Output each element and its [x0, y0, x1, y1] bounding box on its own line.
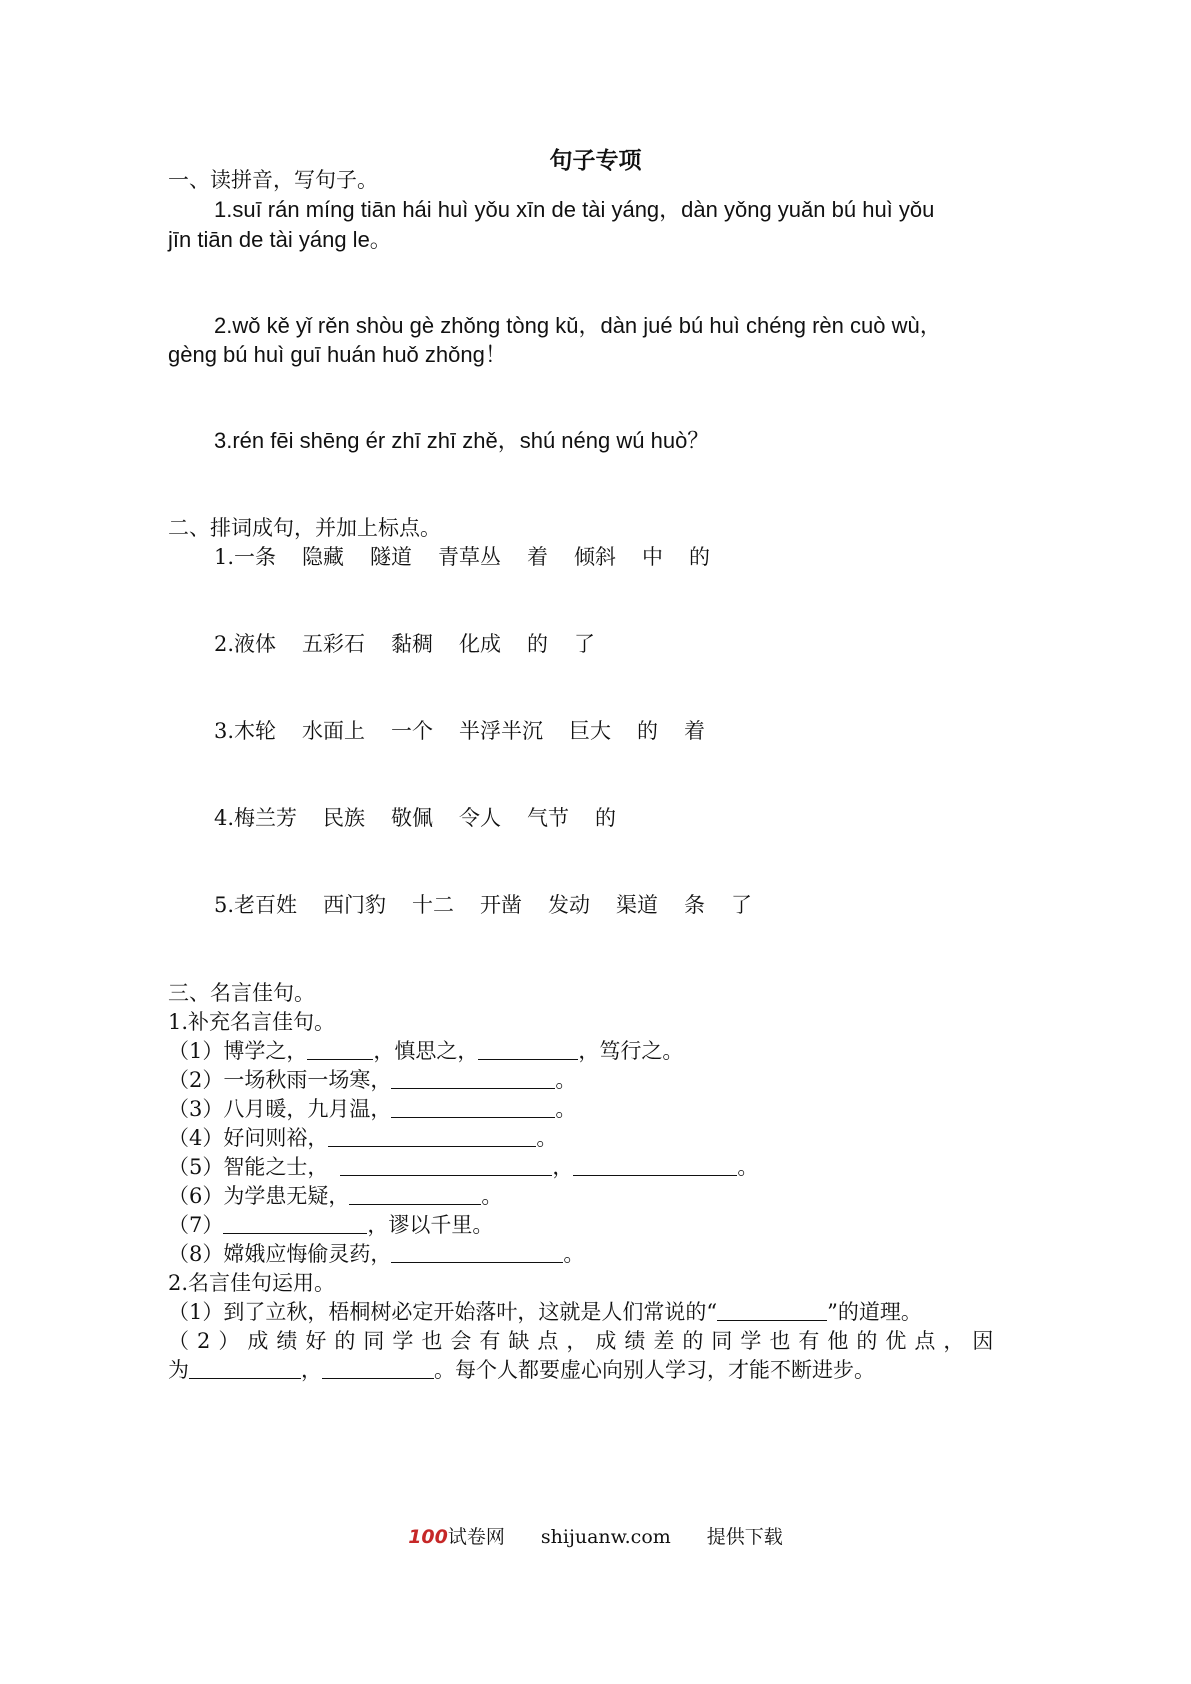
site-name: 试卷网: [447, 1526, 505, 1548]
word: 了: [731, 893, 753, 917]
word-order-item-2: [214, 630, 595, 658]
item-number: 5.: [214, 893, 235, 917]
answer-blank[interactable]: [328, 1126, 536, 1147]
word: 黏稠: [391, 632, 434, 656]
section-1-heading: 一、读拼音，写句子。: [168, 168, 378, 192]
answer-blank[interactable]: [307, 1039, 373, 1060]
footer: [0, 1522, 1191, 1549]
word: 西门豹: [323, 893, 387, 917]
item-number: 4.: [214, 806, 235, 830]
section-3-heading: 三、名言佳句。: [168, 981, 315, 1005]
word: 老百姓: [234, 893, 298, 917]
word: 十二: [412, 893, 455, 917]
word: 令人: [459, 806, 502, 830]
answer-blank[interactable]: [322, 1358, 434, 1379]
word: 渠道: [616, 893, 659, 917]
proverb-q4: （4）好问则裕， 。: [168, 1126, 558, 1150]
answer-blank[interactable]: [391, 1097, 555, 1118]
word: 青草丛: [438, 545, 502, 569]
word: 民族: [323, 806, 366, 830]
word: 巨大: [569, 719, 612, 743]
pinyin-3-line-1: 3.rén fēi shēng ér zhī zhī zhě，shú néng wú huò？: [214, 428, 710, 453]
word: 半浮半沉: [459, 719, 544, 743]
section-3-sub-2: 2.名言佳句运用。: [168, 1271, 336, 1295]
section-2-heading: 二、排词成句，并加上标点。: [168, 516, 441, 540]
download-note: 提供下载: [706, 1526, 783, 1548]
pinyin-2-line-1: 2.wǒ kě yǐ rěn shòu gè zhǒng tòng kǔ，dàn jué bú huì chéng rèn cuò wù，: [214, 313, 942, 338]
word: 着: [527, 545, 549, 569]
word: 了: [574, 632, 596, 656]
answer-blank[interactable]: [189, 1358, 301, 1379]
word: 中: [642, 545, 664, 569]
usage-q1: （1）到了立秋，梧桐树必定开始落叶，这就是人们常说的“ ”的道理。: [168, 1300, 922, 1324]
answer-blank[interactable]: [223, 1213, 367, 1234]
answer-blank[interactable]: [391, 1068, 555, 1089]
item-number: 3.: [214, 719, 235, 743]
proverb-q2: （2）一场秋雨一场寒， 。: [168, 1068, 577, 1092]
word: 隧道: [370, 545, 413, 569]
word: 隐藏: [302, 545, 345, 569]
word: 气节: [527, 806, 570, 830]
word: 水面上: [302, 719, 366, 743]
pinyin-2-line-2: gèng bú huì guī huán huǒ zhǒng！: [168, 342, 507, 367]
item-number: 1.: [214, 545, 235, 569]
word: 的: [637, 719, 659, 743]
word: 木轮: [234, 719, 277, 743]
answer-blank[interactable]: [717, 1300, 827, 1321]
word: 液体: [234, 632, 277, 656]
item-number: 2.: [214, 632, 235, 656]
answer-blank[interactable]: [349, 1184, 481, 1205]
word: 发动: [548, 893, 591, 917]
word: 的: [689, 545, 711, 569]
usage-q2-line-1: （2）成绩好的同学也会有缺点，成绩差的同学也有他的优点，因: [168, 1329, 1002, 1353]
answer-blank[interactable]: [478, 1039, 578, 1060]
answer-blank[interactable]: [391, 1242, 563, 1263]
word: 着: [684, 719, 706, 743]
proverb-q3: （3）八月暖，九月温， 。: [168, 1097, 577, 1121]
word: 敬佩: [391, 806, 434, 830]
word: 的: [527, 632, 549, 656]
section-3-sub-1: 1.补充名言佳句。: [168, 1010, 336, 1034]
proverb-q1: （1）博学之， ，慎思之， ，笃行之。: [168, 1039, 684, 1063]
usage-q2-line-2: 为 ， 。每个人都要虚心向别人学习，才能不断进步。: [168, 1358, 875, 1382]
word-order-item-4: [214, 804, 616, 832]
word: 化成: [459, 632, 502, 656]
word-order-item-1: [214, 543, 710, 571]
proverb-q6: （6）为学患无疑， 。: [168, 1184, 503, 1208]
word-order-item-3: [214, 717, 705, 745]
site-logo: 100: [408, 1526, 448, 1548]
word: 的: [595, 806, 617, 830]
pinyin-1-line-1: 1.suī rán míng tiān hái huì yǒu xīn de tài yáng，dàn yǒng yuǎn bú huì yǒu: [214, 197, 935, 222]
proverb-q8: （8）嫦娥应悔偷灵药， 。: [168, 1242, 585, 1266]
word: 五彩石: [302, 632, 366, 656]
answer-blank[interactable]: [573, 1155, 737, 1176]
word: 一个: [391, 719, 434, 743]
word-order-item-5: [214, 891, 752, 919]
word: 一条: [234, 545, 277, 569]
page-title: 句子专项: [549, 147, 642, 174]
proverb-q7: （7） ，谬以千里。: [168, 1213, 494, 1237]
site-domain[interactable]: shijuanw.com: [540, 1526, 671, 1548]
word: 条: [684, 893, 706, 917]
pinyin-1-line-2: jīn tiān de tài yáng le。: [168, 227, 392, 252]
proverb-q5: （5）智能之士， ， 。: [168, 1155, 759, 1179]
word: 开凿: [480, 893, 523, 917]
word: 倾斜: [574, 545, 617, 569]
answer-blank[interactable]: [340, 1155, 552, 1176]
word: 梅兰芳: [234, 806, 298, 830]
